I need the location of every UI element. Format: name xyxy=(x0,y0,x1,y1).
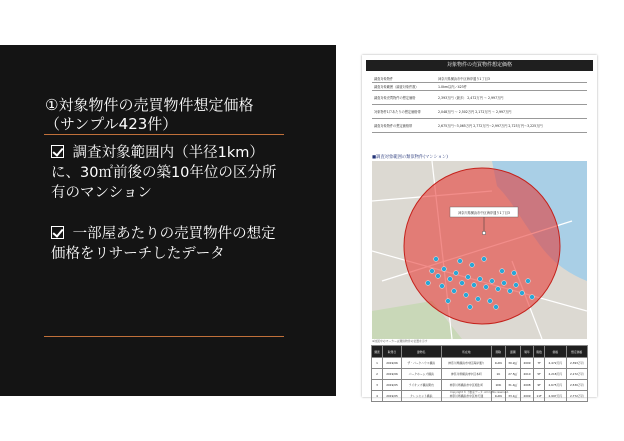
bottom-divider xyxy=(44,336,284,337)
report-thumbnail xyxy=(362,55,597,397)
slide-title xyxy=(45,96,335,134)
checkbox-icon xyxy=(51,145,64,158)
map-callout: 神奈川県横浜市中区海岸通り1丁目3 xyxy=(458,211,510,215)
report-info-table xyxy=(372,75,587,133)
table-row: 1 2019/06 ザ・パークハウス横浜 神奈川県横浜市中区海岸通り 1LDK 30.2㎡ 2009 7F 2,472万円 2,393万円 xyxy=(372,358,588,369)
report-header: 対象物件の売買物件想定価格 xyxy=(366,60,593,71)
map-graphic xyxy=(372,161,587,339)
info-row: 調査対象物件の想定価格帯 2,675万円～3,065万円 2,772万円～2,997万円 2,723万円～3,225万円 xyxy=(372,119,587,133)
bullet-item-1 xyxy=(51,143,281,203)
info-row: 対象物件1戸あたりの想定価格帯 2,048万円 ～ 2,502万円 2,172万円 ～ 2,997万円 xyxy=(372,105,587,119)
map-legend: ※地図中のマーカーは類似物件の位置を示す xyxy=(372,339,428,343)
info-row: 調査対象範囲（調査対象件数） 1.0km以内／423件 xyxy=(372,83,587,91)
slide-title-line2: （サンプル423件） xyxy=(45,115,178,133)
table-header-row: 調査 取得日 建物名 所在地 間取 面積 築年 階数 価格 想定価格 xyxy=(372,346,588,358)
bullet-text-2: 一部屋あたりの売買物件の想定価格をリサーチしたデータ xyxy=(51,226,276,262)
slide-title-line1: ①対象物件の売買物件想定価格 xyxy=(45,96,254,114)
bullet-item-2 xyxy=(51,224,281,264)
bullet-text-1: 調査対象範囲内（半径1km）に、30㎡前後の築10年位の区分所有のマンション xyxy=(51,145,277,201)
table-row: 4 2019/05 クレッセント横浜 神奈川県横浜市中区弁天通 1LDK 33.1㎡ 2009 11F 2,997万円 2,772万円 xyxy=(372,391,588,402)
search-radius-map xyxy=(372,161,587,339)
map-title: ■調査対象範囲の類似物件(マンション) xyxy=(372,155,448,160)
info-row: 調査対象物件 神奈川県横浜市中区海岸通り1丁目3 xyxy=(372,75,587,83)
checkbox-icon xyxy=(51,226,64,239)
table-row: 2 2019/06 パークホームズ横浜 神奈川県横浜市中区本町 1K 27.5㎡ 2010 5F 2,218万円 2,172万円 xyxy=(372,369,588,380)
table-row: 3 2019/05 ライオンズ横浜関内 神奈川県横浜市中区相生町 1DK 31.4㎡ 2008 9F 2,675万円 2,530万円 xyxy=(372,380,588,391)
title-divider xyxy=(44,134,284,135)
report-footer: Copyright © 不動産データ. All rights reserved. xyxy=(450,391,509,394)
info-row: 調査対象売買物件の想定価格 2,393万円（最多） 2,472万円 ～ 2,997万円 xyxy=(372,91,587,105)
